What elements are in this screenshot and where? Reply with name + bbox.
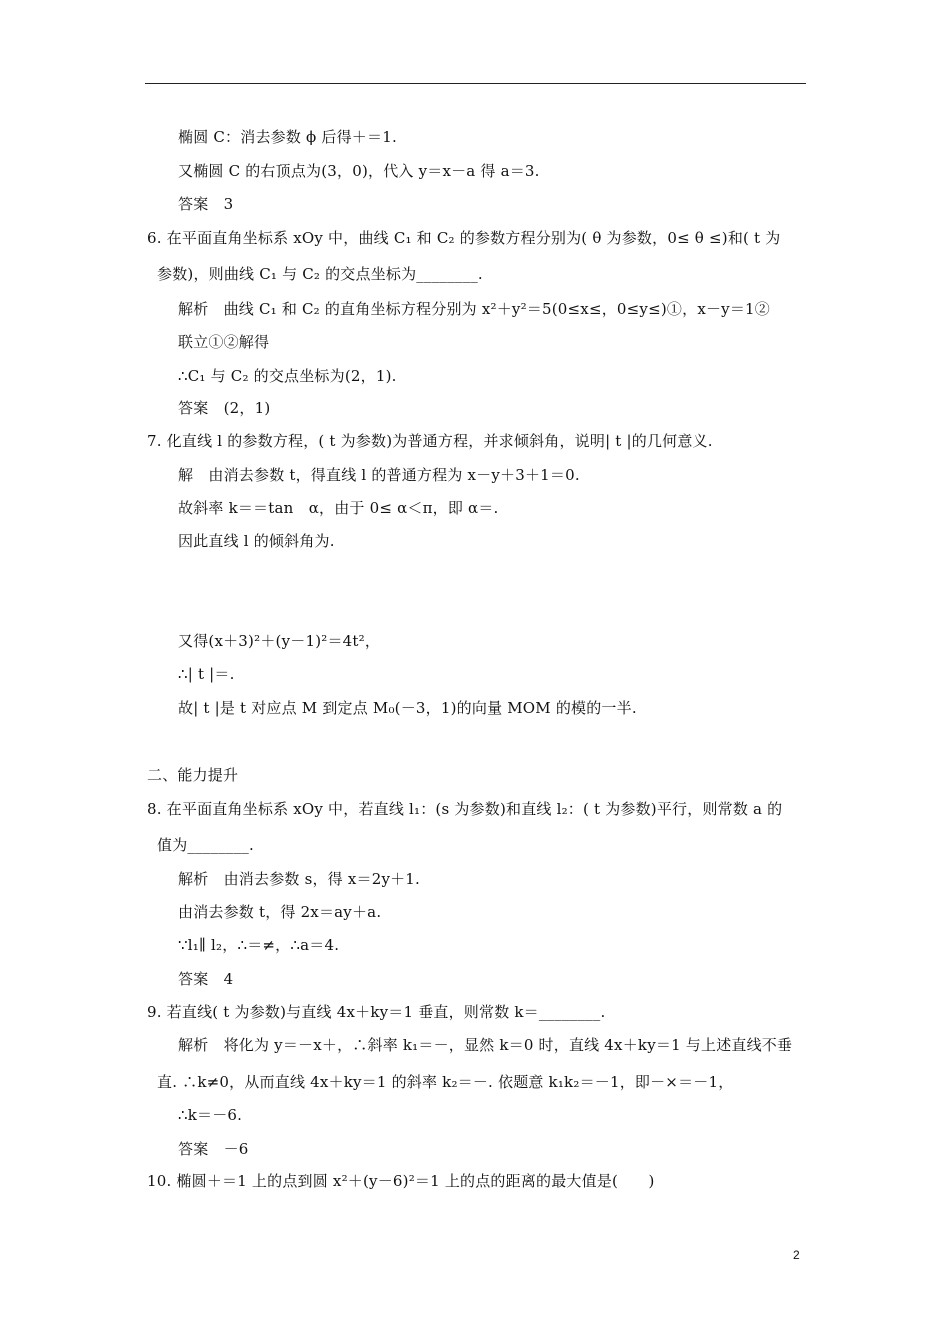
text-line: 解 由消去参数 t，得直线 l 的普通方程为 x－y＋3＋1＝0. <box>178 466 580 484</box>
question-8: 8. 在平面直角坐标系 xOy 中，若直线 l₁：(s 为参数)和直线 l₂：( t 为参数)平行，则常数 a 的 <box>147 800 783 818</box>
text-line: ∴C₁ 与 C₂ 的交点坐标为(2，1). <box>178 367 397 385</box>
text-line: 又得(x＋3)²＋(y－1)²＝4t²， <box>178 632 381 650</box>
header-rule <box>145 83 806 84</box>
text-line: 解析 曲线 C₁ 和 C₂ 的直角坐标方程分别为 x²＋y²＝5(0≤x≤，0≤y≤)①，x－y＝1② <box>178 300 771 318</box>
text-line: 答案 (2，1) <box>178 399 271 417</box>
text-line: 答案 3 <box>178 195 234 213</box>
page-number: 2 <box>793 1248 800 1262</box>
text-line: 答案 －6 <box>178 1140 249 1158</box>
text-line: 椭圆 C：消去参数 ϕ 后得＋＝1. <box>178 128 397 146</box>
text-line: 直. ∴k≠0，从而直线 4x＋ky＝1 的斜率 k₂＝－. 依题意 k₁k₂＝－1，即－×＝－1， <box>157 1073 734 1091</box>
text-line: ∴| t |＝. <box>178 665 235 683</box>
question-6: 6. 在平面直角坐标系 xOy 中，曲线 C₁ 和 C₂ 的参数方程分别为( θ 为参数，0≤ θ ≤)和( t 为 <box>147 229 781 247</box>
text-line: 解析 将化为 y＝－x＋，∴斜率 k₁＝－，显然 k＝0 时，直线 4x＋ky＝1 与上述直线不垂 <box>178 1036 793 1054</box>
text-line: 故斜率 k＝＝tan α，由于 0≤ α＜π，即 α＝. <box>178 499 499 517</box>
question-7: 7. 化直线 l 的参数方程，( t 为参数)为普通方程，并求倾斜角，说明| t |的几何意义. <box>147 432 713 450</box>
question-10: 10. 椭圆＋＝1 上的点到圆 x²＋(y－6)²＝1 上的点的距离的最大值是( ) <box>147 1172 655 1190</box>
text-line: 联立①②解得 <box>178 333 270 351</box>
text-line: 由消去参数 t，得 2x＝ay＋a. <box>178 903 382 921</box>
text-line: 值为________. <box>157 836 254 854</box>
text-line: ∵l₁∥ l₂，∴＝≠，∴a＝4. <box>178 936 340 954</box>
question-9: 9. 若直线( t 为参数)与直线 4x＋ky＝1 垂直，则常数 k＝________. <box>147 1003 606 1021</box>
text-line: ∴k＝－6. <box>178 1106 243 1124</box>
text-line: 答案 4 <box>178 970 234 988</box>
section-heading: 二、能力提升 <box>147 766 239 784</box>
text-line: 因此直线 l 的倾斜角为. <box>178 532 335 550</box>
text-line: 故| t |是 t 对应点 M 到定点 M₀(－3，1)的向量 MOM 的模的一半. <box>178 699 637 717</box>
text-line: 又椭圆 C 的右顶点为(3，0)，代入 y＝x－a 得 a＝3. <box>178 162 540 180</box>
text-line: 解析 由消去参数 s，得 x＝2y＋1. <box>178 870 421 888</box>
text-line: 参数)，则曲线 C₁ 与 C₂ 的交点坐标为________. <box>157 265 483 283</box>
